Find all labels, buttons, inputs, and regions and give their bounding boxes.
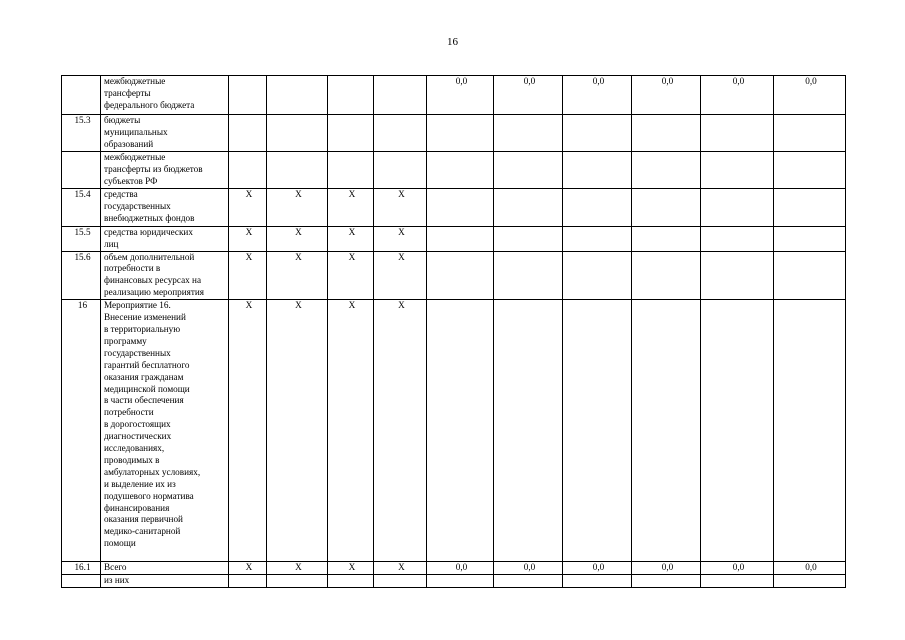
value-cell [701,226,774,251]
value-cell [229,575,267,588]
value-cell [563,115,632,152]
row-number-cell: 15.6 [62,251,101,300]
value-cell [632,226,701,251]
row-number-cell [62,151,101,188]
row-name-cell: межбюджетные трансферты из бюджетов субъектов РФ [101,151,229,188]
value-cell [632,251,701,300]
value-cell: X [328,300,374,562]
value-cell: 0,0 [427,76,494,115]
value-cell [374,115,427,152]
value-cell [563,300,632,562]
row-name-cell: средства государственных внебюджетных фондов [101,188,229,226]
value-cell: 0,0 [774,562,846,575]
table-row [62,251,846,300]
value-cell: X [267,300,328,562]
table-row [62,575,846,588]
value-cell: X [374,562,427,575]
value-cell [563,575,632,588]
value-cell: X [229,188,267,226]
value-cell: 0,0 [701,76,774,115]
row-name-cell: из них [101,575,229,588]
value-cell: X [328,562,374,575]
row-name-cell: средства юридических лиц [101,226,229,251]
budget-table [61,75,846,588]
value-cell [229,115,267,152]
value-cell: X [328,188,374,226]
table-row [62,151,846,188]
value-cell [374,575,427,588]
value-cell [267,575,328,588]
value-cell: X [267,251,328,300]
row-name-cell: Всего [101,562,229,575]
table-row [62,226,846,251]
value-cell [563,226,632,251]
value-cell [494,151,563,188]
value-cell: 0,0 [494,76,563,115]
value-cell [774,575,846,588]
row-name-cell: объем дополнительной потребности в финансовых ресурсах на реализацию мероприятия [101,251,229,300]
value-cell: X [328,226,374,251]
value-cell [494,226,563,251]
value-cell [632,575,701,588]
value-cell [563,251,632,300]
value-cell [229,76,267,115]
value-cell [632,151,701,188]
value-cell [267,76,328,115]
value-cell [632,300,701,562]
table-row [62,76,846,115]
value-cell [701,251,774,300]
value-cell [427,300,494,562]
value-cell [701,151,774,188]
value-cell [229,151,267,188]
value-cell: 0,0 [563,562,632,575]
row-name-cell: межбюджетные трансферты федерального бюджета [101,76,229,115]
row-number-cell [62,575,101,588]
row-number-cell [62,76,101,115]
value-cell [427,188,494,226]
value-cell: 0,0 [632,76,701,115]
value-cell [563,151,632,188]
value-cell: 0,0 [494,562,563,575]
value-cell [374,151,427,188]
value-cell [701,115,774,152]
value-cell [427,115,494,152]
value-cell [494,575,563,588]
value-cell: X [374,188,427,226]
value-cell [494,251,563,300]
row-number-cell: 15.4 [62,188,101,226]
value-cell: X [267,562,328,575]
value-cell: X [328,251,374,300]
row-number-cell: 15.3 [62,115,101,152]
value-cell [494,300,563,562]
value-cell [701,575,774,588]
row-number-cell: 16.1 [62,562,101,575]
value-cell [328,151,374,188]
value-cell: 0,0 [563,76,632,115]
value-cell: 0,0 [632,562,701,575]
value-cell [494,115,563,152]
value-cell: X [229,226,267,251]
row-number-cell: 16 [62,300,101,562]
value-cell [374,76,427,115]
row-name-cell: бюджеты муниципальных образований [101,115,229,152]
value-cell: 0,0 [427,562,494,575]
value-cell: 0,0 [701,562,774,575]
value-cell [563,188,632,226]
value-cell [427,151,494,188]
value-cell: X [267,226,328,251]
value-cell [328,115,374,152]
row-name-cell: Мероприятие 16. Внесение изменений в территориальную программу государственных гарантий бесплатного оказания гражданам медицинской помощи в части обеспечения потребности в дорогостоящих диагностических исследованиях, проводимых в амбулаторных условиях, и выделение их из подушевого норматива финансирования оказания первичной медико-санитарной помощи [101,300,229,562]
value-cell [701,300,774,562]
value-cell: X [374,226,427,251]
value-cell [774,115,846,152]
value-cell [267,115,328,152]
value-cell [774,251,846,300]
value-cell [774,151,846,188]
row-number-cell: 15.5 [62,226,101,251]
value-cell [328,575,374,588]
table-row [62,562,846,575]
value-cell: X [267,188,328,226]
table-row [62,300,846,562]
value-cell: X [229,300,267,562]
value-cell [494,188,563,226]
value-cell [774,300,846,562]
value-cell: X [374,300,427,562]
value-cell [701,188,774,226]
value-cell [427,226,494,251]
value-cell: X [229,562,267,575]
value-cell [267,151,328,188]
value-cell [632,188,701,226]
value-cell: 0,0 [774,76,846,115]
page-number: 16 [447,36,458,48]
value-cell [427,251,494,300]
value-cell [427,575,494,588]
value-cell [774,188,846,226]
value-cell: X [229,251,267,300]
table-row [62,188,846,226]
value-cell: X [374,251,427,300]
value-cell [632,115,701,152]
table-row [62,115,846,152]
value-cell [328,76,374,115]
value-cell [774,226,846,251]
